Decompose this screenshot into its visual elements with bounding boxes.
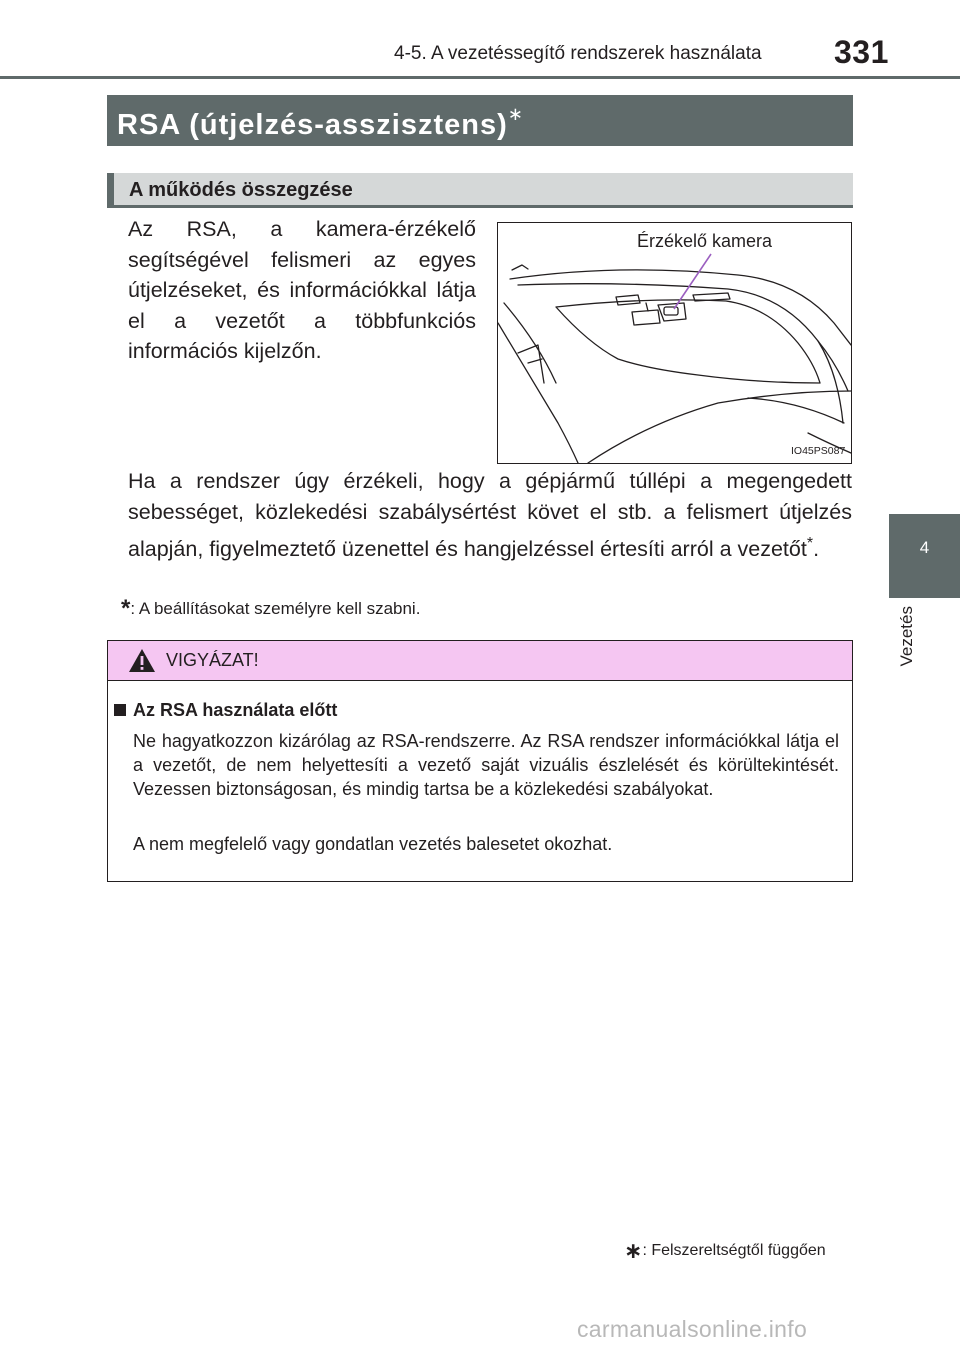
optional-equipment-marker: ∗ bbox=[507, 104, 524, 124]
customization-note bbox=[121, 595, 420, 623]
warning-paragraph-1: Ne hagyatkozzon kizárólag az RSA-rendszerre. Az RSA rendszer információkkal látja el a vezetőt, de nem helyettesíti a vezető saját vizuális észlelését és körültekintését. Vezessen biztonságosan, és mindig tartsa be a közlekedési szabályokat. bbox=[133, 731, 839, 799]
main-paragraph-text: Ha a rendszer úgy érzékeli, hogy a gépjármű túllépi a megengedett sebességet, közlekedési szabálysértést követ el stb. a felismert útjelzés alapján, figyelmeztető üzenettel és hangjelzéssel értesíti arról a vezetőt bbox=[128, 469, 852, 562]
footnote-star: ∗ bbox=[624, 1238, 643, 1263]
note-mark: * bbox=[121, 595, 131, 622]
intro-paragraph: Az RSA, a kamera-érzékelő segítségével felismeri az egyes útjelzéseket, és információkkal látja el a vezetőt a többfunkciós információs kijelzőn. bbox=[128, 217, 476, 363]
chapter-tab-number: 4 bbox=[919, 538, 930, 557]
page-footnote bbox=[624, 1238, 826, 1264]
section-title-text: RSA (útjelzés-asszisztens) bbox=[117, 109, 508, 141]
warning-item-title: Az RSA használata előtt bbox=[133, 700, 338, 720]
main-paragraph-end: . bbox=[813, 537, 820, 562]
subheading-marker bbox=[107, 173, 114, 208]
main-paragraph bbox=[128, 466, 852, 565]
footnote-mark: * bbox=[806, 535, 814, 552]
figure-code: IO45PS087 bbox=[791, 445, 846, 457]
page-number: 331 bbox=[834, 34, 889, 70]
header-rule bbox=[0, 76, 960, 79]
windshield-illustration bbox=[498, 223, 851, 463]
subheading: A működés összegzése bbox=[129, 179, 353, 201]
running-header-section: 4-5. A vezetéssegítő rendszerek használata bbox=[394, 43, 762, 64]
warning-paragraph-2: A nem megfelelő vagy gondatlan vezetés balesetet okozhat. bbox=[133, 834, 613, 854]
note-text: : A beállításokat személyre kell szabni. bbox=[130, 599, 421, 618]
section-title bbox=[117, 104, 524, 142]
figure-callout-label: Érzékelő kamera bbox=[637, 231, 773, 251]
warning-triangle-icon bbox=[128, 648, 156, 673]
chapter-tab-label: Vezetés bbox=[897, 606, 916, 667]
footnote-text: : Felszereltségtől függően bbox=[642, 1242, 826, 1259]
warning-title: VIGYÁZAT! bbox=[166, 650, 259, 670]
bullet-square-icon bbox=[114, 704, 126, 716]
camera-figure bbox=[497, 222, 852, 464]
watermark: carmanualsonline.info bbox=[577, 1316, 808, 1342]
